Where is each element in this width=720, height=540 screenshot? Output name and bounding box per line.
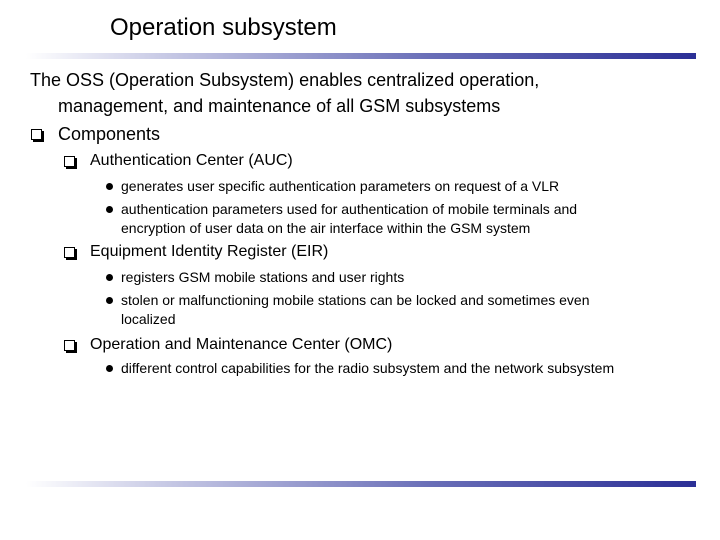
round-bullet-icon (106, 183, 113, 190)
eir-bullet-2-line-1: stolen or malfunctioning mobile stations can be locked and sometimes even (121, 292, 590, 308)
slide-title: Operation subsystem (110, 14, 337, 41)
title-divider (26, 53, 696, 59)
eir-heading: Equipment Identity Register (EIR) (90, 243, 329, 260)
eir-bullet-1: registers GSM mobile stations and user rights (121, 269, 405, 285)
square-bullet-icon (31, 129, 42, 140)
round-bullet-icon (106, 206, 113, 213)
round-bullet-icon (106, 274, 113, 281)
auc-bullet-1: generates user specific authentication parameters on request of a VLR (121, 178, 560, 194)
auc-bullet-2-line-2: encryption of user data on the air interface within the GSM system (121, 220, 531, 236)
footer-divider (26, 481, 696, 487)
auc-bullet-2-line-1: authentication parameters used for authentication of mobile terminals and (121, 201, 578, 217)
intro-text-line-2: management, and maintenance of all GSM subsystems (58, 96, 501, 116)
round-bullet-icon (106, 297, 113, 304)
components-label: Components (58, 124, 161, 144)
omc-heading: Operation and Maintenance Center (OMC) (90, 336, 393, 353)
round-bullet-icon (106, 365, 113, 372)
omc-bullet-1: different control capabilities for the radio subsystem and the network subsystem (121, 360, 615, 376)
intro-text-line-1: The OSS (Operation Subsystem) enables centralized operation, (30, 70, 540, 90)
eir-bullet-2-line-2: localized (121, 311, 176, 327)
square-bullet-icon (64, 156, 75, 167)
auc-heading: Authentication Center (AUC) (90, 152, 293, 169)
square-bullet-icon (64, 340, 75, 351)
square-bullet-icon (64, 247, 75, 258)
